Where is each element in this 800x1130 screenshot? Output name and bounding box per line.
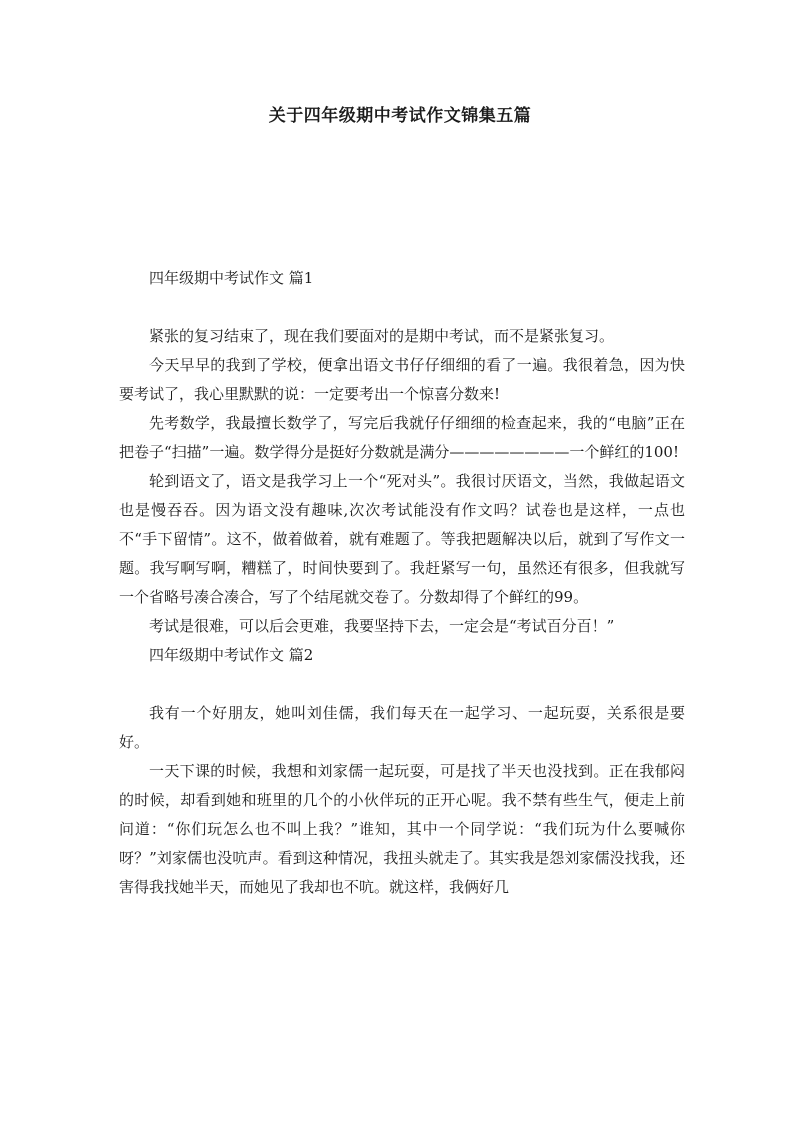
document-title: 关于四年级期中考试作文锦集五篇 xyxy=(268,106,532,126)
paragraph: 我有一个好朋友，她叫刘佳儒，我们每天在一起学习、一起玩耍，关系很是要好。 xyxy=(119,704,685,751)
section-spacer xyxy=(119,670,685,699)
section-heading-1: 四年级期中考试作文 篇1 xyxy=(149,269,314,287)
paragraph: 考试是很难，可以后会更难，我要坚持下去，一定会是“考试百分百！” xyxy=(149,617,615,635)
paragraph: 轮到语文了，语文是我学习上一个“死对头”。我很讨厌语文，当然，我做起语文也是慢吞吞。因为语文没有趣味,次次考试能没有作文吗？试卷也是这样，一点也不“手下留情”。这不，做着做着，就有难题了。等我把题解决以后，就到了写作文一题。我写啊写啊，糟糕了，时间快要到了。我赶紧写一句，虽然还有很多，但我就写一个省略号凑合凑合，写了个结尾就交卷了。分数却得了个鲜红的99。 xyxy=(119,472,685,606)
paragraph: 一天下课的时候，我想和刘家儒一起玩耍，可是找了半天也没找到。正在我郁闷的时候，却看到她和班里的几个的小伙伴玩的正开心呢。我不禁有些生气，便走上前问道：“你们玩怎么也不叫上我？”谁知，其中一个同学说：“我们玩为什么要喊你呀？”刘家儒也没吭声。看到这种情况，我扭头就走了。其实我是怨刘家儒没找我，还害得我找她半天，而她见了我却也不吭。就这样，我俩好几 xyxy=(119,762,685,896)
paragraph: 今天早早的我到了学校，便拿出语文书仔仔细细的看了一遍。我很着急，因为快要考试了，我心里默默的说：一定要考出一个惊喜分数来! xyxy=(119,356,685,403)
document-body xyxy=(119,264,685,902)
paragraph: 紧张的复习结束了，现在我们要面对的是期中考试，而不是紧张复习。 xyxy=(149,327,615,345)
section-spacer xyxy=(119,293,685,322)
paragraph: 先考数学，我最擅长数学了，写完后我就仔仔细细的检查起来，我的“电脑”正在把卷子“扫描”一遍。数学得分是挺好分数就是满分————————一个鲜红的100! xyxy=(119,414,685,461)
section-heading-2: 四年级期中考试作文 篇2 xyxy=(149,646,314,664)
